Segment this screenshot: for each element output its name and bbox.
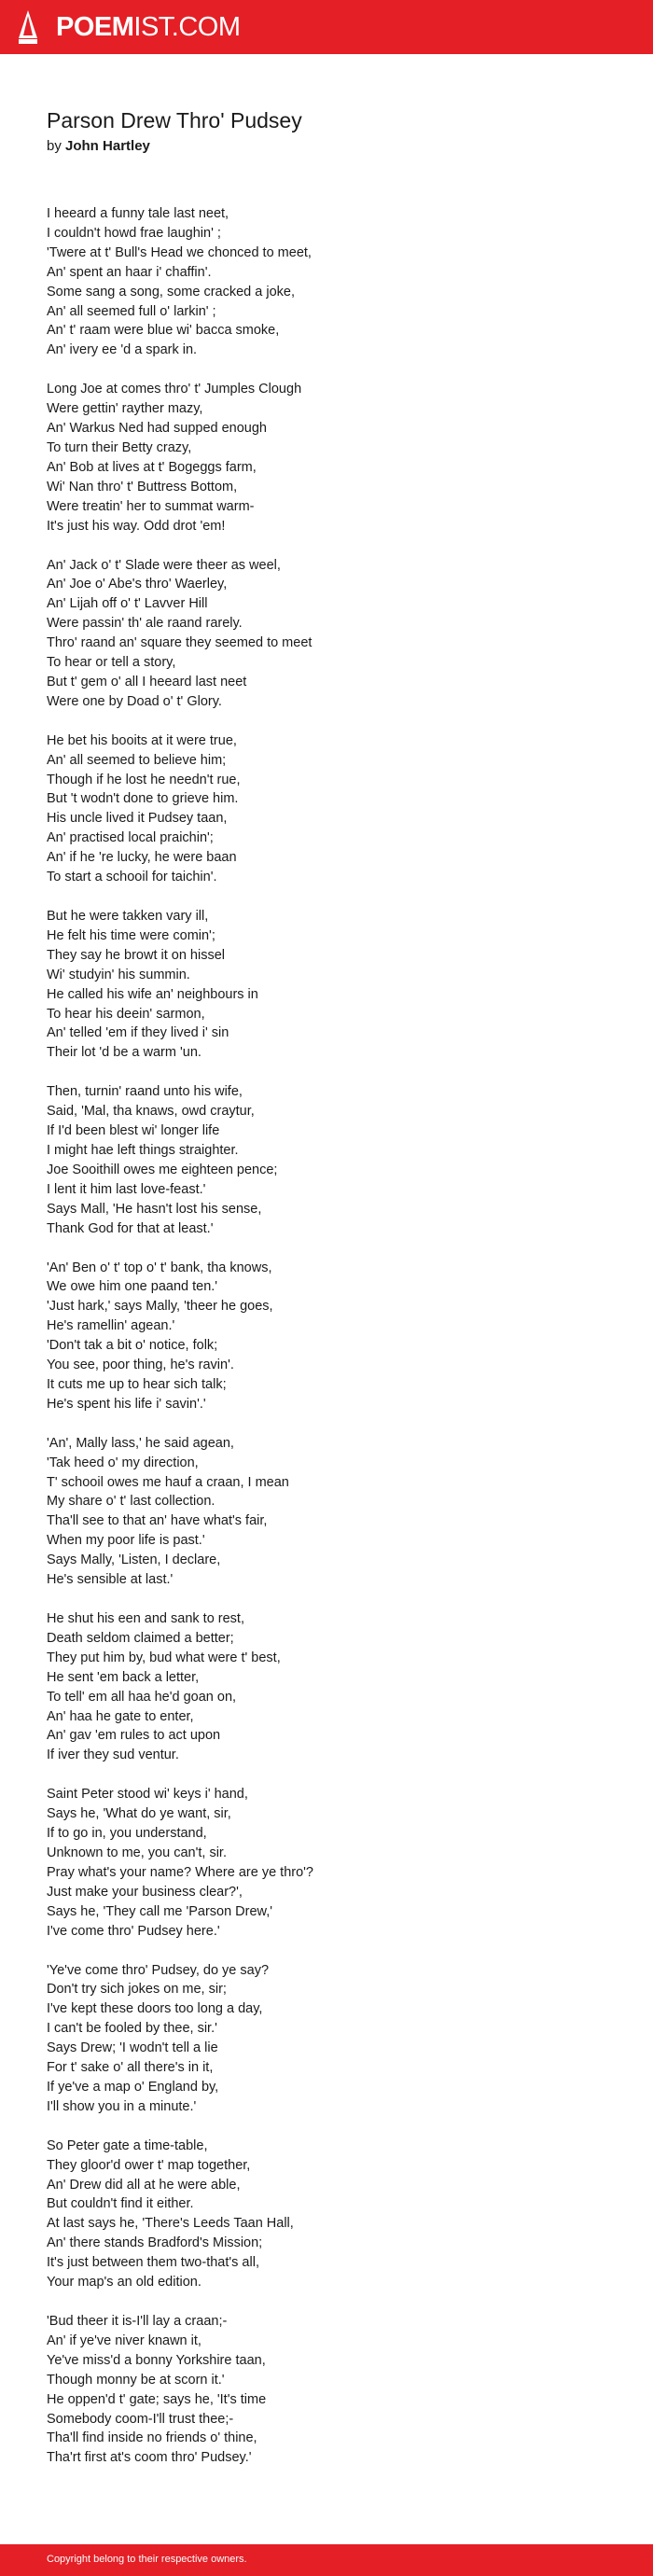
- poem-stanza: [47, 1785, 606, 1941]
- poem-line: If iver they sud ventur.: [47, 1748, 179, 1763]
- poem-stanza: [47, 1434, 606, 1590]
- poem-line: An' t' raam were blue wi' bacca smoke,: [47, 323, 280, 339]
- poem-line: Says he, 'What do ye want, sir,: [47, 1806, 231, 1822]
- poem-line: Were one by Doad o' t' Glory.: [47, 693, 222, 709]
- poem-stanza: [47, 1082, 606, 1238]
- poem-line: Your map's an old edition.: [47, 2275, 201, 2291]
- poem-line: An' Drew did all at he were able,: [47, 2177, 241, 2193]
- poem-line: His uncle lived it Pudsey taan,: [47, 811, 228, 827]
- poem-body: [47, 204, 606, 2487]
- poem-line: I heeard a funny tale last neet,: [47, 206, 229, 221]
- poem-line: If ye've a map o' England by,: [47, 2079, 219, 2095]
- poem-line: You see, poor thing, he's ravin'.: [47, 1358, 234, 1373]
- poem-line: An' all seemed to believe him;: [47, 752, 227, 768]
- poem-line: To hear his deein' sarmon,: [47, 1006, 205, 1022]
- poem-line: I've kept these doors too long a day,: [47, 2001, 263, 2017]
- poem-line: We owe him one paand ten.': [47, 1279, 218, 1295]
- poem-stanza: [47, 2312, 606, 2468]
- poem-title: Parson Drew Thro' Pudsey: [47, 108, 302, 132]
- poem-stanza: [47, 556, 606, 712]
- poem-line: Were treatin' her to summat warm-: [47, 498, 255, 514]
- poem-line: He called his wife an' neighbours in: [47, 986, 258, 1002]
- poem-line: Somebody coom-I'll trust thee;-: [47, 2411, 234, 2427]
- poem-line: Long Joe at comes thro' t' Jumples Clough: [47, 382, 302, 397]
- poem-line: I couldn't howd frae laughin' ;: [47, 225, 221, 241]
- poem-line: If to go in, you understand,: [47, 1826, 207, 1842]
- poem-line: He sent 'em back a letter,: [47, 1669, 200, 1685]
- logo-rest-text: IST.COM: [133, 12, 241, 42]
- poem-line: To hear or tell a story,: [47, 655, 176, 671]
- poem-line: He felt his time were comin';: [47, 927, 215, 943]
- poem-stanza: [47, 380, 606, 536]
- poem-line: So Peter gate a time-table,: [47, 2137, 208, 2153]
- copyright-notice: Copyright belong to their respective owners.: [47, 2554, 247, 2565]
- poem-line: They gloor'd ower t' map together,: [47, 2157, 251, 2173]
- poem-line: 'Just hark,' says Mally, 'theer he goes,: [47, 1299, 273, 1315]
- poem-line: Unknown to me, you can't, sir.: [47, 1845, 227, 1860]
- poem-line: But 't wodn't done to grieve him.: [47, 791, 239, 807]
- poem-stanza: [47, 1609, 606, 1765]
- poem-line: 'Twere at t' Bull's Head we chonced to meet,: [47, 244, 312, 260]
- poem-line: To turn their Betty crazy,: [47, 439, 192, 455]
- poem-line: I've come thro' Pudsey here.': [47, 1923, 220, 1939]
- poem-line: An' spent an haar i' chaffin'.: [47, 264, 212, 280]
- poem-line: Saint Peter stood wi' keys i' hand,: [47, 1787, 248, 1803]
- author-link[interactable]: John Hartley: [65, 138, 150, 154]
- poem-line: Though monny be at scorn it.': [47, 2372, 225, 2388]
- poem-line: To tell' em all haa he'd goan on,: [47, 1689, 237, 1705]
- poem-line: But he were takken vary ill,: [47, 909, 209, 924]
- poem-line: I can't be fooled by thee, sir.': [47, 2021, 217, 2037]
- poem-line: An' there stands Bradford's Mission;: [47, 2235, 263, 2251]
- poem-line: Though if he lost he needn't rue,: [47, 772, 241, 787]
- poem-line: It cuts me up to hear sich talk;: [47, 1376, 227, 1392]
- poem-byline: [47, 138, 150, 154]
- site-footer: [0, 2544, 653, 2576]
- poem-line: But couldn't find it either.: [47, 2196, 194, 2212]
- quill-pen-icon[interactable]: [17, 10, 39, 44]
- poem-line: An' Lijah off o' t' Lavver Hill: [47, 596, 208, 612]
- poem-line: Tha'rt first at's coom thro' Pudsey.': [47, 2450, 252, 2466]
- poem-line: Ye've miss'd a bonny Yorkshire taan,: [47, 2352, 266, 2368]
- poem-line: It's just between them two-that's all,: [47, 2255, 259, 2271]
- poem-line: Wi' studyin' his summin.: [47, 967, 190, 982]
- poem-stanza: [47, 907, 606, 1063]
- poem-line: At last says he, 'There's Leeds Taan Hall,: [47, 2216, 294, 2232]
- poem-line: An' if he 're lucky, he were baan: [47, 850, 237, 866]
- poem-line: Were gettin' rayther mazy,: [47, 401, 203, 417]
- poem-line: An' Bob at lives at t' Bogeggs farm,: [47, 459, 257, 475]
- poem-line: Says he, 'They call me 'Parson Drew,': [47, 1903, 273, 1919]
- poem-line: Says Mall, 'He hasn't lost his sense,: [47, 1201, 262, 1217]
- poem-line: T' schooil owes me hauf a craan, I mean: [47, 1474, 289, 1490]
- poem-line: I'll show you in a minute.': [47, 2098, 197, 2114]
- poem-line: Some sang a song, some cracked a joke,: [47, 284, 295, 299]
- site-logo[interactable]: [56, 12, 241, 42]
- poem-line: He's ramellin' agean.': [47, 1318, 175, 1334]
- poem-line: Their lot 'd be a warm 'un.: [47, 1045, 201, 1061]
- poem-line: 'An', Mally lass,' he said agean,: [47, 1435, 234, 1451]
- poem-line: For t' sake o' all there's in it,: [47, 2060, 214, 2076]
- poem-line: 'Tak heed o' my direction,: [47, 1455, 199, 1470]
- poem-line: An' Joe o' Abe's thro' Waerley,: [47, 577, 228, 592]
- poem-line: When my poor life is past.': [47, 1533, 205, 1549]
- poem-line: Thro' raand an' square they seemed to meet: [47, 635, 313, 651]
- poem-stanza: [47, 1259, 606, 1414]
- logo-bold-text: POEM: [56, 12, 134, 42]
- poem-line: An' ivery ee 'd a spark in.: [47, 342, 198, 358]
- poem-line: An' telled 'em if they lived i' sin: [47, 1025, 229, 1041]
- poem-line: They say he browt it on hissel: [47, 947, 226, 963]
- poem-line: 'An' Ben o' t' top o' t' bank, tha knows,: [47, 1260, 272, 1275]
- poem-line: Pray what's your name? Where are ye thro'?: [47, 1864, 313, 1880]
- poem-line: It's just his way. Odd drot 'em!: [47, 518, 226, 534]
- poem-line: 'Ye've come thro' Pudsey, do ye say?: [47, 1962, 270, 1978]
- poem-stanza: [47, 1961, 606, 2117]
- poem-line: Tha'll find inside no friends o' thine,: [47, 2430, 257, 2446]
- poem-line: 'Bud theer it is-I'll lay a craan;-: [47, 2314, 228, 2329]
- poem-stanza: [47, 204, 606, 360]
- poem-line: An' Jack o' t' Slade were theer as weel,: [47, 557, 281, 573]
- poem-stanza: [47, 2137, 606, 2292]
- poem-line: 'Don't tak a bit o' notice, folk;: [47, 1338, 218, 1354]
- poem-line: They put him by, bud what were t' best,: [47, 1650, 281, 1665]
- poem-line: An' haa he gate to enter,: [47, 1708, 194, 1724]
- poem-line: He's spent his life i' savin'.': [47, 1396, 206, 1412]
- poem-line: Joe Sooithill owes me eighteen pence;: [47, 1162, 278, 1177]
- poem-line: Tha'll see to that an' have what's fair,: [47, 1513, 268, 1529]
- poem-line: An' Warkus Ned had supped enough: [47, 421, 268, 437]
- poem-line: Just make your business clear?',: [47, 1884, 243, 1900]
- poem-line: Says Drew; 'I wodn't tell a lie: [47, 2040, 218, 2056]
- poem-line: Were passin' th' ale raand rarely.: [47, 616, 243, 632]
- poem-line: Death seldom claimed a better;: [47, 1630, 234, 1646]
- poem-line: But t' gem o' all I heeard last neet: [47, 674, 247, 689]
- poem-stanza: [47, 731, 606, 887]
- poem-line: He bet his booits at it were true,: [47, 732, 237, 748]
- poem-line: If I'd been blest wi' longer life: [47, 1123, 220, 1139]
- poem-line: Said, 'Mal, tha knaws, owd craytur,: [47, 1104, 255, 1120]
- poem-line: Don't try sich jokes on me, sir;: [47, 1982, 227, 1998]
- poem-line: Thank God for that at least.': [47, 1220, 214, 1236]
- poem-line: He's sensible at last.': [47, 1572, 174, 1588]
- poem-line: An' gav 'em rules to act upon: [47, 1728, 221, 1744]
- by-label: by: [47, 138, 62, 154]
- poem-line: I might hae left things straighter.: [47, 1142, 239, 1158]
- poem-line: An' practised local praichin';: [47, 830, 214, 846]
- poem-line: Then, turnin' raand unto his wife,: [47, 1084, 243, 1100]
- poem-line: An' if ye've niver knawn it,: [47, 2332, 201, 2348]
- poem-line: To start a schooil for taichin'.: [47, 870, 217, 885]
- poem-line: My share o' t' last collection.: [47, 1494, 215, 1510]
- poem-line: He shut his een and sank to rest,: [47, 1611, 244, 1626]
- poem-line: I lent it him last love-feast.': [47, 1181, 206, 1197]
- poem-line: Says Mally, 'Listen, I declare,: [47, 1553, 221, 1568]
- poem-line: An' all seemed full o' larkin' ;: [47, 303, 216, 319]
- poem-line: Wi' Nan thro' t' Buttress Bottom,: [47, 479, 238, 494]
- site-header: [0, 0, 653, 54]
- poem-line: He oppen'd t' gate; says he, 'It's time: [47, 2391, 267, 2407]
